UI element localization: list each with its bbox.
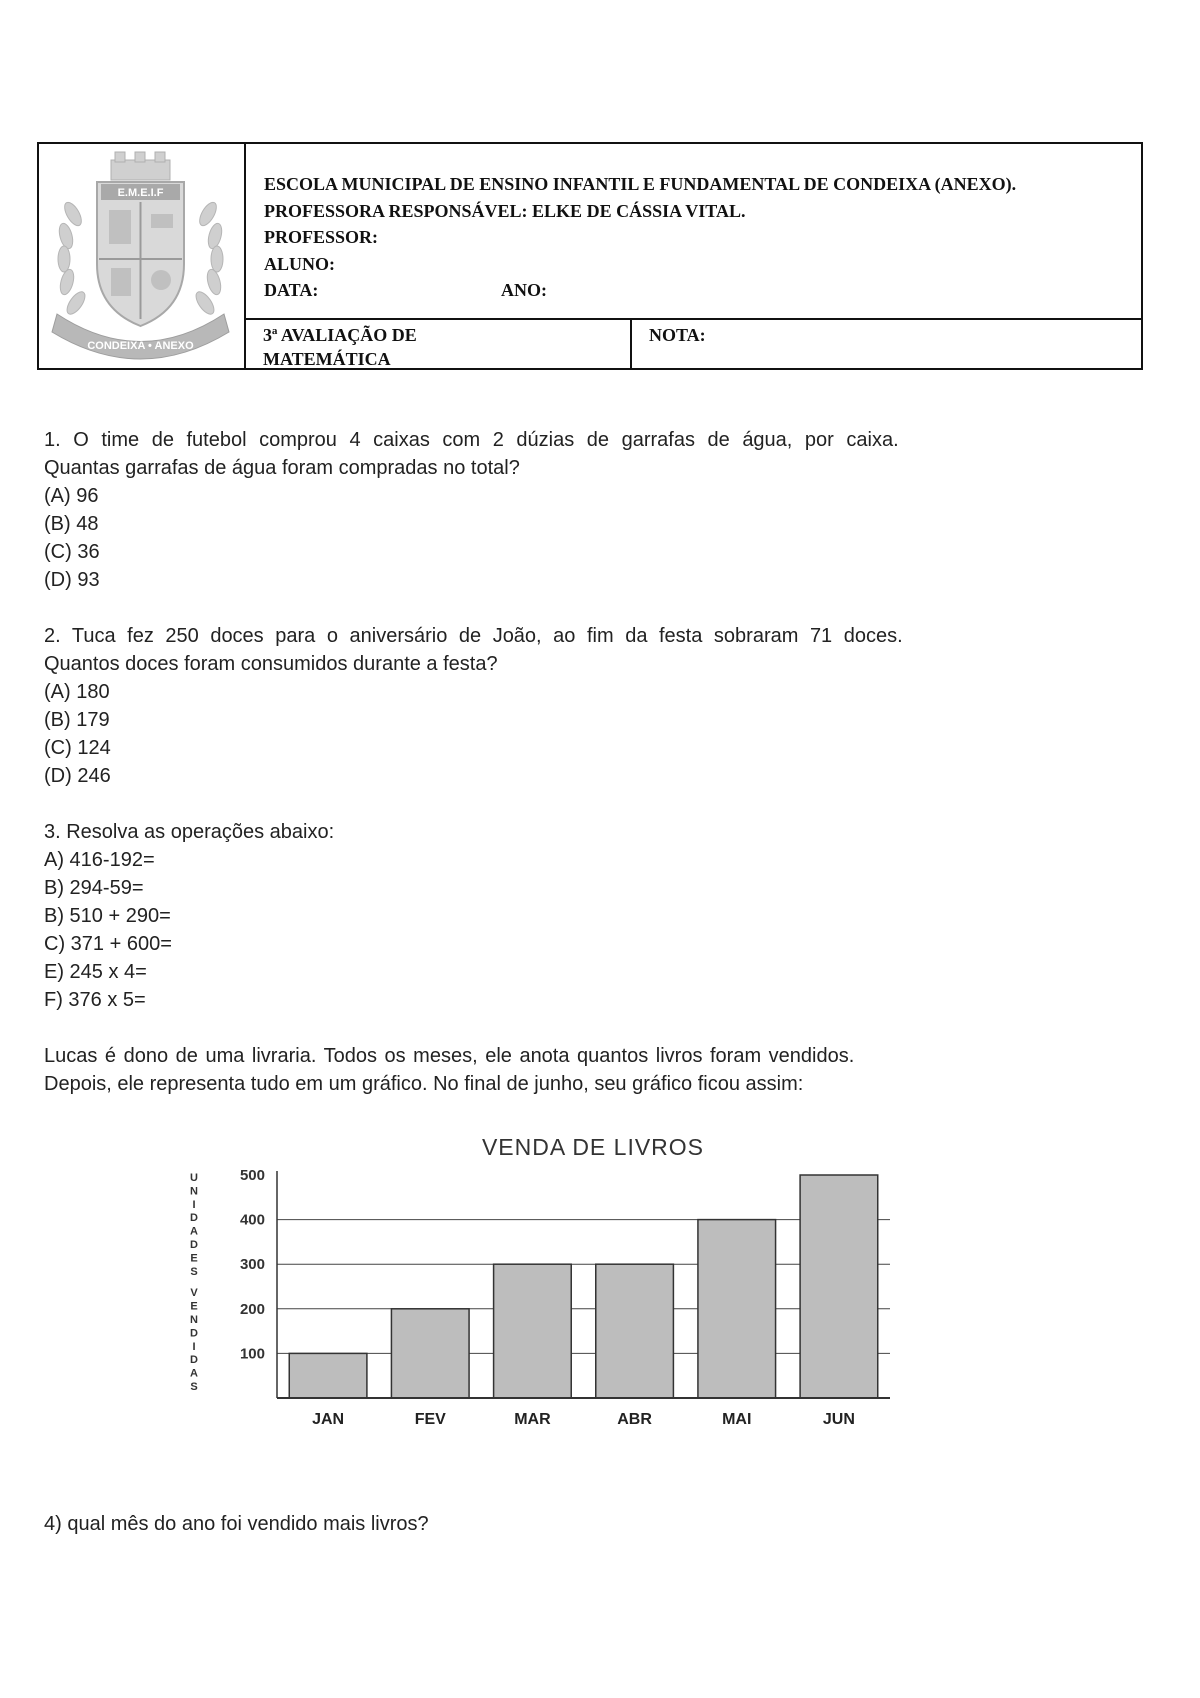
- question-2-line2: Quantos doces foram consumidos durante a festa?: [44, 653, 498, 675]
- question-3-item-6: F) 376 x 5=: [44, 989, 146, 1011]
- question-1-option-d: (D) 93: [44, 569, 100, 591]
- question-1-line2: Quantas garrafas de água foram compradas no total?: [44, 457, 520, 479]
- school-name: ESCOLA MUNICIPAL DE ENSINO INFANTIL E FUNDAMENTAL DE CONDEIXA (ANEXO).: [264, 174, 1017, 194]
- question-1-line1: 1. O time de futebol comprou 4 caixas com 2 dúzias de garrafas de água, por caixa.: [44, 429, 899, 451]
- date-field-label: DATA:: [264, 280, 319, 300]
- question-2-option-a: (A) 180: [44, 681, 110, 703]
- chart-bar-mai: [698, 1220, 776, 1398]
- question-1: [44, 426, 1034, 594]
- question-2-option-c: (C) 124: [44, 737, 111, 759]
- chart-bar-fev: [391, 1309, 469, 1398]
- question-3-item-3: B) 510 + 290=: [44, 905, 171, 927]
- chart-ylabel-letter: D: [190, 1327, 198, 1340]
- teacher-responsible: PROFESSORA RESPONSÁVEL: ELKE DE CÁSSIA VITAL.: [264, 200, 746, 221]
- book-sales-chart: [180, 1130, 900, 1430]
- school-logo: [39, 144, 242, 368]
- question-4: [44, 1510, 1034, 1538]
- question-1-option-c: (C) 36: [44, 541, 100, 563]
- chart-axes: [277, 1171, 890, 1398]
- chart-bar-abr: [596, 1264, 674, 1398]
- chart-ytick-label: 400: [239, 1211, 265, 1229]
- chart-intro-line1: Lucas é dono de uma livraria. Todos os meses, ele anota quantos livros foram vendidos.: [44, 1045, 855, 1067]
- chart-y-axis-label: [190, 1172, 198, 1393]
- question-3-item-4: C) 371 + 600=: [44, 933, 172, 955]
- chart-xtick-label: ABR: [617, 1411, 652, 1428]
- chart-ylabel-letter: D: [190, 1354, 198, 1367]
- chart-ylabel-letter: D: [190, 1239, 198, 1251]
- chart-ylabel-letter: D: [190, 1212, 198, 1225]
- chart-title: VENDA DE LIVROS: [481, 1134, 705, 1160]
- chart-ylabel-letter: I: [192, 1198, 196, 1211]
- logo-cell: [39, 144, 246, 368]
- question-2-option-b: (B) 179: [44, 709, 110, 731]
- chart-ytick-label: 500: [239, 1167, 265, 1184]
- chart-xtick-label: FEV: [414, 1411, 446, 1428]
- header-table: [37, 142, 1143, 370]
- evaluation-title-line2: MATEMÁTICA: [263, 349, 391, 369]
- question-4-text: 4) qual mês do ano foi vendido mais livros?: [44, 1513, 429, 1535]
- student-field-label: ALUNO:: [264, 253, 335, 274]
- professor-field-label: PROFESSOR:: [264, 227, 379, 247]
- question-2: [44, 622, 1034, 790]
- chart-intro: [44, 1042, 1034, 1098]
- chart-ylabel-letter: E: [190, 1252, 198, 1265]
- chart-ylabel-letter: N: [190, 1185, 198, 1198]
- question-3-item-1: A) 416-192=: [44, 849, 155, 871]
- grade-label: NOTA:: [649, 325, 706, 345]
- evaluation-title-line1: 3ª AVALIAÇÃO DE: [263, 325, 417, 345]
- date-year-row: [264, 277, 1141, 304]
- chart-ylabel-letter: I: [192, 1340, 196, 1353]
- chart-ylabel-letter: N: [190, 1314, 198, 1326]
- question-1-option-a: (A) 96: [44, 485, 99, 507]
- logo-badge-text: E.M.E.I.F: [117, 187, 164, 199]
- question-3-item-5: E) 245 x 4=: [44, 961, 147, 983]
- chart-svg: [180, 1130, 900, 1430]
- grade-cell: [632, 320, 1141, 371]
- question-1-option-b: (B) 48: [44, 513, 99, 535]
- chart-bar-jun: [800, 1175, 878, 1398]
- chart-bars: [289, 1175, 877, 1398]
- chart-ylabel-letter: S: [190, 1265, 198, 1278]
- chart-ylabel-letter: V: [190, 1287, 198, 1300]
- chart-xtick-label: JUN: [822, 1411, 855, 1428]
- chart-ylabel-letter: A: [190, 1367, 198, 1380]
- question-2-option-d: (D) 246: [44, 765, 111, 787]
- chart-grid: [277, 1220, 890, 1354]
- chart-ylabel-letter: E: [190, 1300, 198, 1313]
- chart-xtick-label: JAN: [312, 1411, 345, 1428]
- chart-bar-mar: [494, 1264, 572, 1398]
- chart-xtick-label: MAR: [514, 1411, 551, 1428]
- chart-ylabel-letter: U: [190, 1172, 198, 1184]
- question-3-item-2: B) 294-59=: [44, 877, 144, 899]
- chart-ytick-label: 300: [239, 1256, 265, 1274]
- chart-intro-line2: Depois, ele representa tudo em um gráfico. No final de junho, seu gráfico ficou assim:: [44, 1073, 804, 1095]
- school-info-cell: [246, 144, 1141, 320]
- chart-ytick-label: 100: [239, 1345, 265, 1363]
- question-2-line1: 2. Tuca fez 250 doces para o aniversário de João, ao fim da festa sobraram 71 doces.: [44, 625, 903, 647]
- chart-ylabel-letter: A: [190, 1225, 198, 1238]
- chart-y-ticks: [240, 1167, 265, 1362]
- chart-ytick-label: 200: [239, 1300, 265, 1318]
- evaluation-cell: [246, 320, 632, 368]
- question-3-title: 3. Resolva as operações abaixo:: [44, 821, 335, 843]
- chart-xtick-label: MAI: [722, 1411, 752, 1428]
- chart-ylabel-letter: S: [190, 1381, 198, 1393]
- chart-x-ticks: [312, 1411, 855, 1428]
- chart-bar-jan: [289, 1353, 367, 1398]
- question-3: [44, 818, 1034, 1014]
- year-field-label: ANO:: [501, 280, 547, 300]
- logo-ribbon-text: CONDEIXA • ANEXO: [87, 340, 194, 352]
